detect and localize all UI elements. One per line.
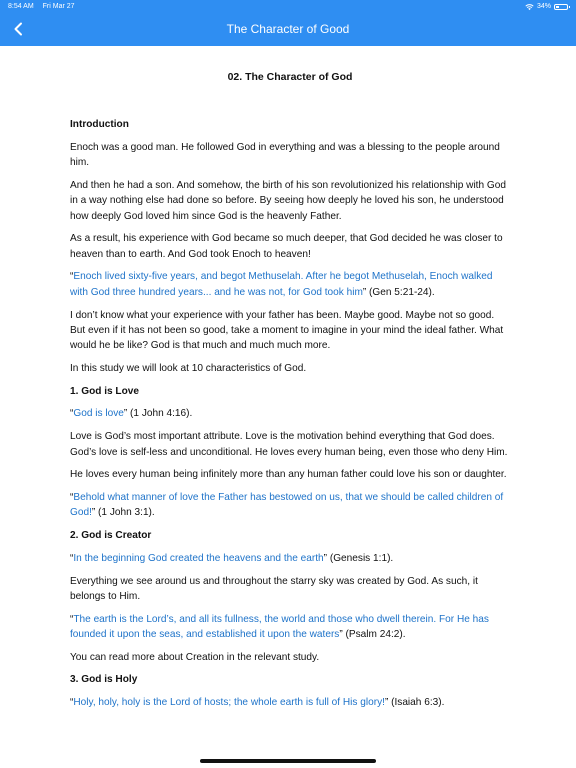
paragraph: And then he had a son. And somehow, the birth of his son revolutionized his relationship with God in a way nothing else had done so before. By seeing how deeply he loved his son, he understood how deeply God loved him since God is the heavenly Father. [70, 179, 506, 222]
study-content [70, 46, 510, 711]
open-quote: “ [70, 408, 74, 420]
status-left [8, 0, 82, 13]
scripture-link[interactable]: Holy, holy, holy is the Lord of hosts; the whole earth is full of His glory! [73, 697, 385, 709]
scripture-quote [70, 269, 510, 300]
navigation-bar [0, 13, 576, 46]
battery-percent: 34% [536, 3, 551, 10]
scripture-reference: ” (Genesis 1:1). [323, 552, 394, 564]
scripture-link[interactable]: Behold what manner of love the Father has bestowed on us, that we should be called children of God! [70, 491, 504, 519]
paragraph: I don’t know what your experience with your father has been. Maybe good. Maybe not so good. But even if it has not been so good, take a moment to imagine in your mind the ideal father. What would he be like? God is that much and much much more. [70, 309, 504, 352]
paragraph: Enoch was a good man. He followed God in everything and was a blessing to the people around him. [70, 141, 500, 169]
home-indicator[interactable] [200, 759, 376, 763]
scripture-quote [70, 612, 510, 643]
open-quote: “ [70, 491, 74, 503]
open-quote: “ [70, 271, 74, 283]
nav-title: The Character of Good [226, 22, 350, 36]
scripture-link[interactable]: God is love [73, 408, 124, 420]
status-right [525, 0, 568, 13]
scripture-quote [70, 490, 510, 521]
open-quote: “ [70, 552, 74, 564]
scripture-reference: ” (1 John 4:16). [123, 408, 193, 420]
section-heading-love: 1. God is Love [70, 385, 139, 397]
paragraph: Love is God’s most important attribute. Love is the motivation behind everything that God does. God’s love is self-less and unconditional. He loves every human being, even those who deny Him. [70, 431, 508, 458]
scripture-quote [70, 406, 510, 421]
paragraph: Everything we see around us and throughout the starry sky was created by God. As such, it belongs to Him. [70, 575, 478, 602]
section-heading-holy: 3. God is Holy [70, 674, 138, 686]
paragraph: In this study we will look at 10 characteristics of God. [70, 363, 307, 375]
scripture-link[interactable]: The earth is the Lord’s, and all its fullness, the world and those who dwell therein. For He has founded it upon the seas, and established it upon the waters [70, 613, 489, 641]
open-quote: “ [70, 697, 74, 709]
scripture-link[interactable]: Enoch lived sixty-five years, and begot Methuselah. After he begot Methuselah, Enoch walked with God three hundred years... and he was not, for God took him [70, 271, 493, 298]
scripture-quote [70, 695, 510, 710]
paragraph: He loves every human being infinitely more than any human father could love his son or daughter. [70, 469, 507, 481]
section-heading-creator: 2. God is Creator [70, 530, 152, 542]
scripture-reference: ” (Psalm 24:2). [339, 629, 406, 641]
battery-icon [554, 4, 568, 10]
scripture-reference: ” (Isaiah 6:3). [384, 697, 445, 709]
battery-level [556, 6, 559, 8]
document-title: 02. The Character of God [227, 71, 353, 83]
paragraph: As a result, his experience with God became so much deeper, that God decided he was closer to heaven than to earth. And God took Enoch to heaven! [70, 233, 503, 260]
status-date: Fri Mar 27 [42, 3, 75, 10]
paragraph: You can read more about Creation in the relevant study. [70, 651, 320, 663]
scripture-reference: ” (1 John 3:1). [91, 507, 155, 519]
status-time: 8:54 AM [8, 3, 34, 10]
wifi-icon [525, 3, 534, 11]
section-heading-introduction: Introduction [70, 119, 129, 130]
scripture-quote [70, 551, 510, 566]
status-bar [0, 0, 576, 13]
open-quote: “ [70, 613, 74, 625]
scripture-link[interactable]: In the beginning God created the heavens and the earth [73, 552, 324, 564]
scripture-reference: ” (Gen 5:21-24). [362, 286, 435, 298]
